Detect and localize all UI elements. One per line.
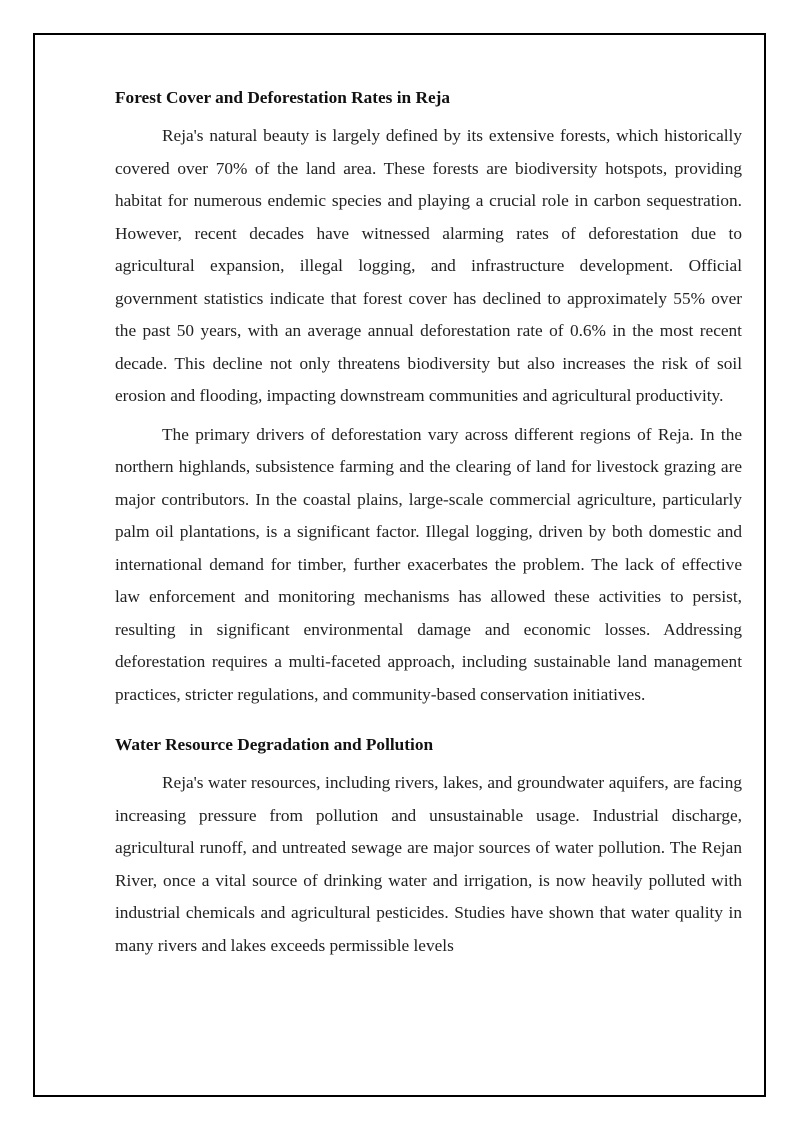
paragraph: The primary drivers of deforestation vary across different regions of Reja. In the northern highlands, subsistence farming and the clearing of land for livestock grazing are major contributors. In the coastal plains, large-scale commercial agriculture, particularly palm oil plantations, is a significant factor. Illegal logging, driven by both domestic and international demand for timber, further exacerbates the problem. The lack of effective law enforcement and monitoring mechanisms has allowed these activities to persist, resulting in significant environmental damage and economic losses. Addressing deforestation requires a multi-faceted approach, including sustainable land management practices, stricter regulations, and community-based conservation initiatives. [115,424,742,704]
paragraph: Reja's water resources, including rivers, lakes, and groundwater aquifers, are facing increasing pressure from pollution and unsustainable usage. Industrial discharge, agricultural runoff, and untreated sewage are major sources of water pollution. The Rejan River, once a vital source of drinking water and irrigation, is now heavily polluted with industrial chemicals and agricultural pesticides. Studies have shown that water quality in many rivers and lakes exceeds permissible levels [115,773,742,955]
paragraph: Reja's natural beauty is largely defined by its extensive forests, which historically covered over 70% of the land area. These forests are biodiversity hotspots, providing habitat for numerous endemic species and playing a crucial role in carbon sequestration. However, recent decades have witnessed alarming rates of deforestation due to agricultural expansion, illegal logging, and infrastructure development. Official government statistics indicate that forest cover has declined to approximately 55% over the past 50 years, with an average annual deforestation rate of 0.6% in the most recent decade. This decline not only threatens biodiversity but also increases the risk of soil erosion and flooding, impacting downstream communities and agricultural productivity. [115,126,742,405]
section-water-resources [115,731,742,962]
section-forest-cover [115,84,742,711]
document-body [115,84,742,962]
section-spacer [115,711,742,731]
section-heading: Forest Cover and Deforestation Rates in Reja [115,88,451,107]
section-heading: Water Resource Degradation and Pollution [115,735,434,754]
